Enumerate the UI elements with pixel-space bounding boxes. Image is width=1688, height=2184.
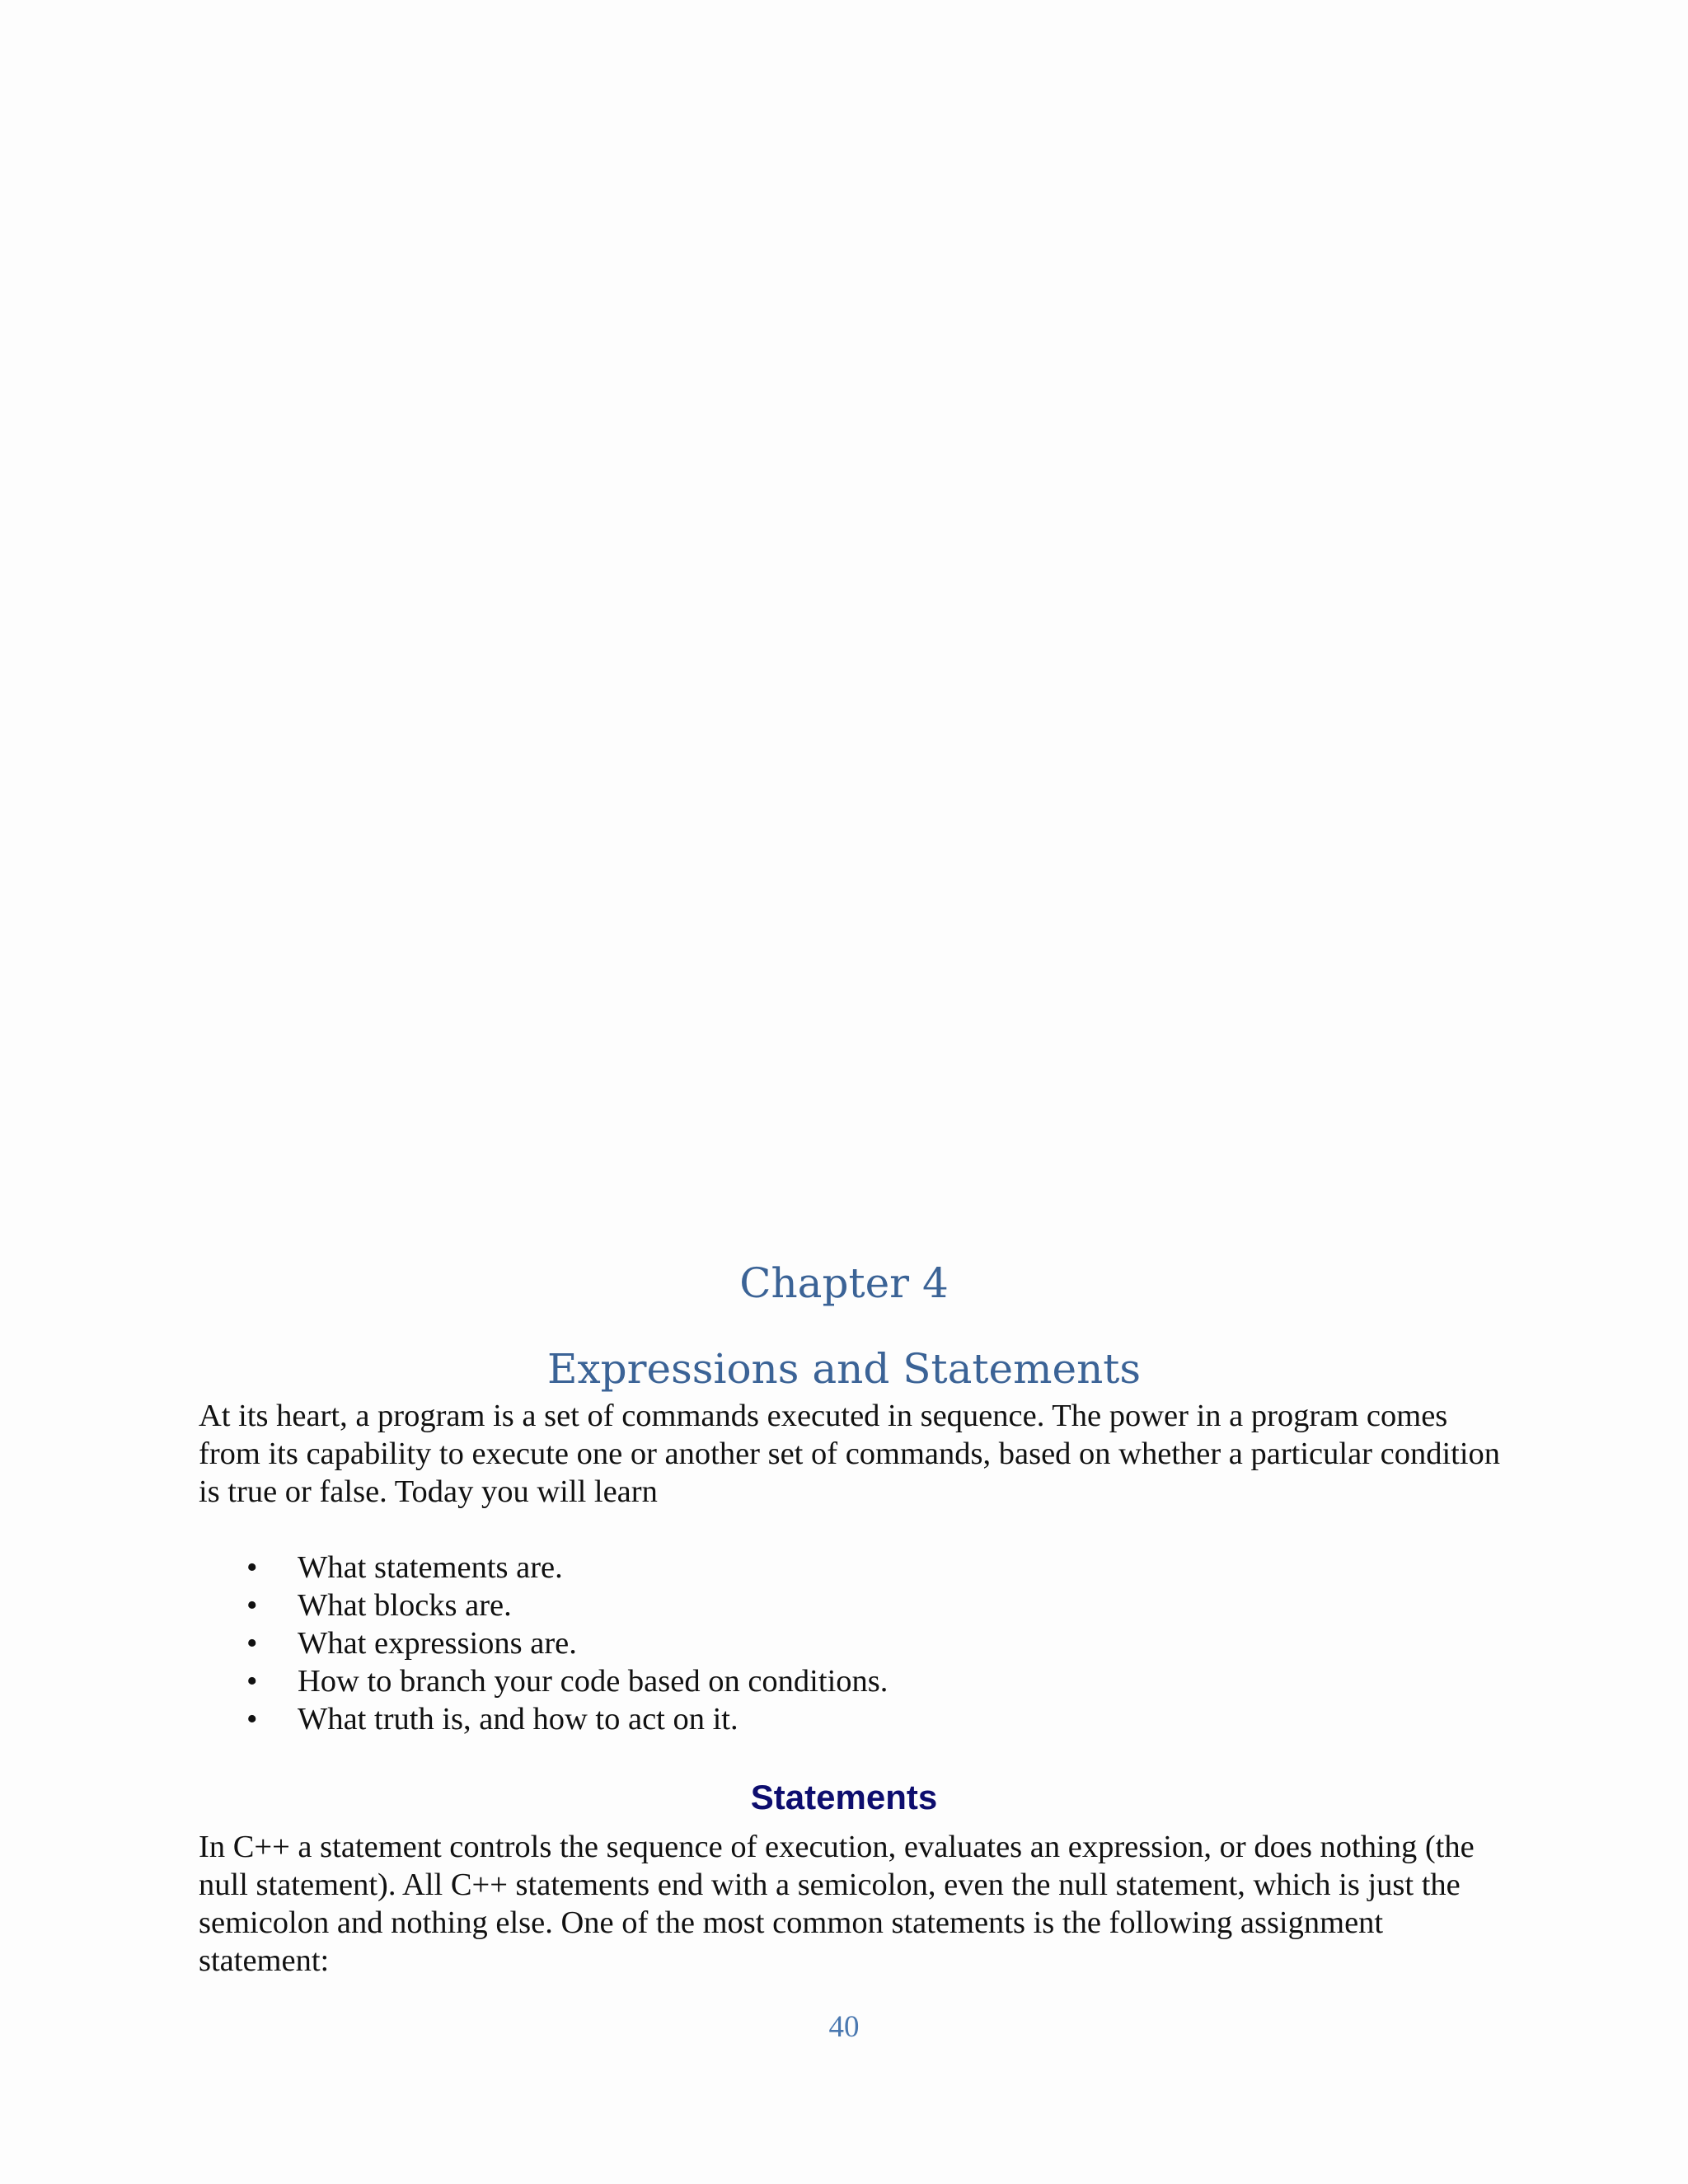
statements-paragraph: In C++ a statement controls the sequence of execution, evaluates an expression, or does nothing (the null statement). All C++ statements end with a semicolon, even the null statement, which is just the semicolon and nothing else. One of the most common statements is the following assignment statement: bbox=[199, 1830, 1475, 1978]
page-number: 40 bbox=[828, 2010, 860, 2044]
list-item-text: What expressions are. bbox=[298, 1626, 577, 1661]
bullet-icon: • bbox=[246, 1588, 258, 1623]
list-item bbox=[199, 1549, 1501, 1586]
bullet-icon: • bbox=[246, 1664, 258, 1699]
chapter-number-heading: Chapter 4 bbox=[739, 1259, 949, 1307]
list-item bbox=[199, 1700, 1501, 1738]
list-item-text: How to branch your code based on conditions. bbox=[298, 1664, 889, 1699]
bullet-icon: • bbox=[246, 1702, 258, 1736]
learning-objectives-list bbox=[199, 1549, 1501, 1738]
chapter-title-heading: Expressions and Statements bbox=[546, 1345, 1142, 1393]
intro-paragraph: At its heart, a program is a set of commands executed in sequence. The power in a program comes from its capability to execute one or another set of commands, based on whether a particular condition is true or false. Today you will learn bbox=[199, 1399, 1501, 1509]
bullet-icon: • bbox=[246, 1550, 258, 1585]
list-item-text: What statements are. bbox=[298, 1550, 563, 1585]
list-item bbox=[199, 1586, 1501, 1624]
list-item bbox=[199, 1624, 1501, 1662]
list-item-text: What truth is, and how to act on it. bbox=[298, 1702, 738, 1736]
section-heading-statements: Statements bbox=[750, 1778, 938, 1816]
list-item bbox=[199, 1662, 1501, 1700]
list-item-text: What blocks are. bbox=[298, 1588, 512, 1623]
bullet-icon: • bbox=[246, 1626, 258, 1661]
